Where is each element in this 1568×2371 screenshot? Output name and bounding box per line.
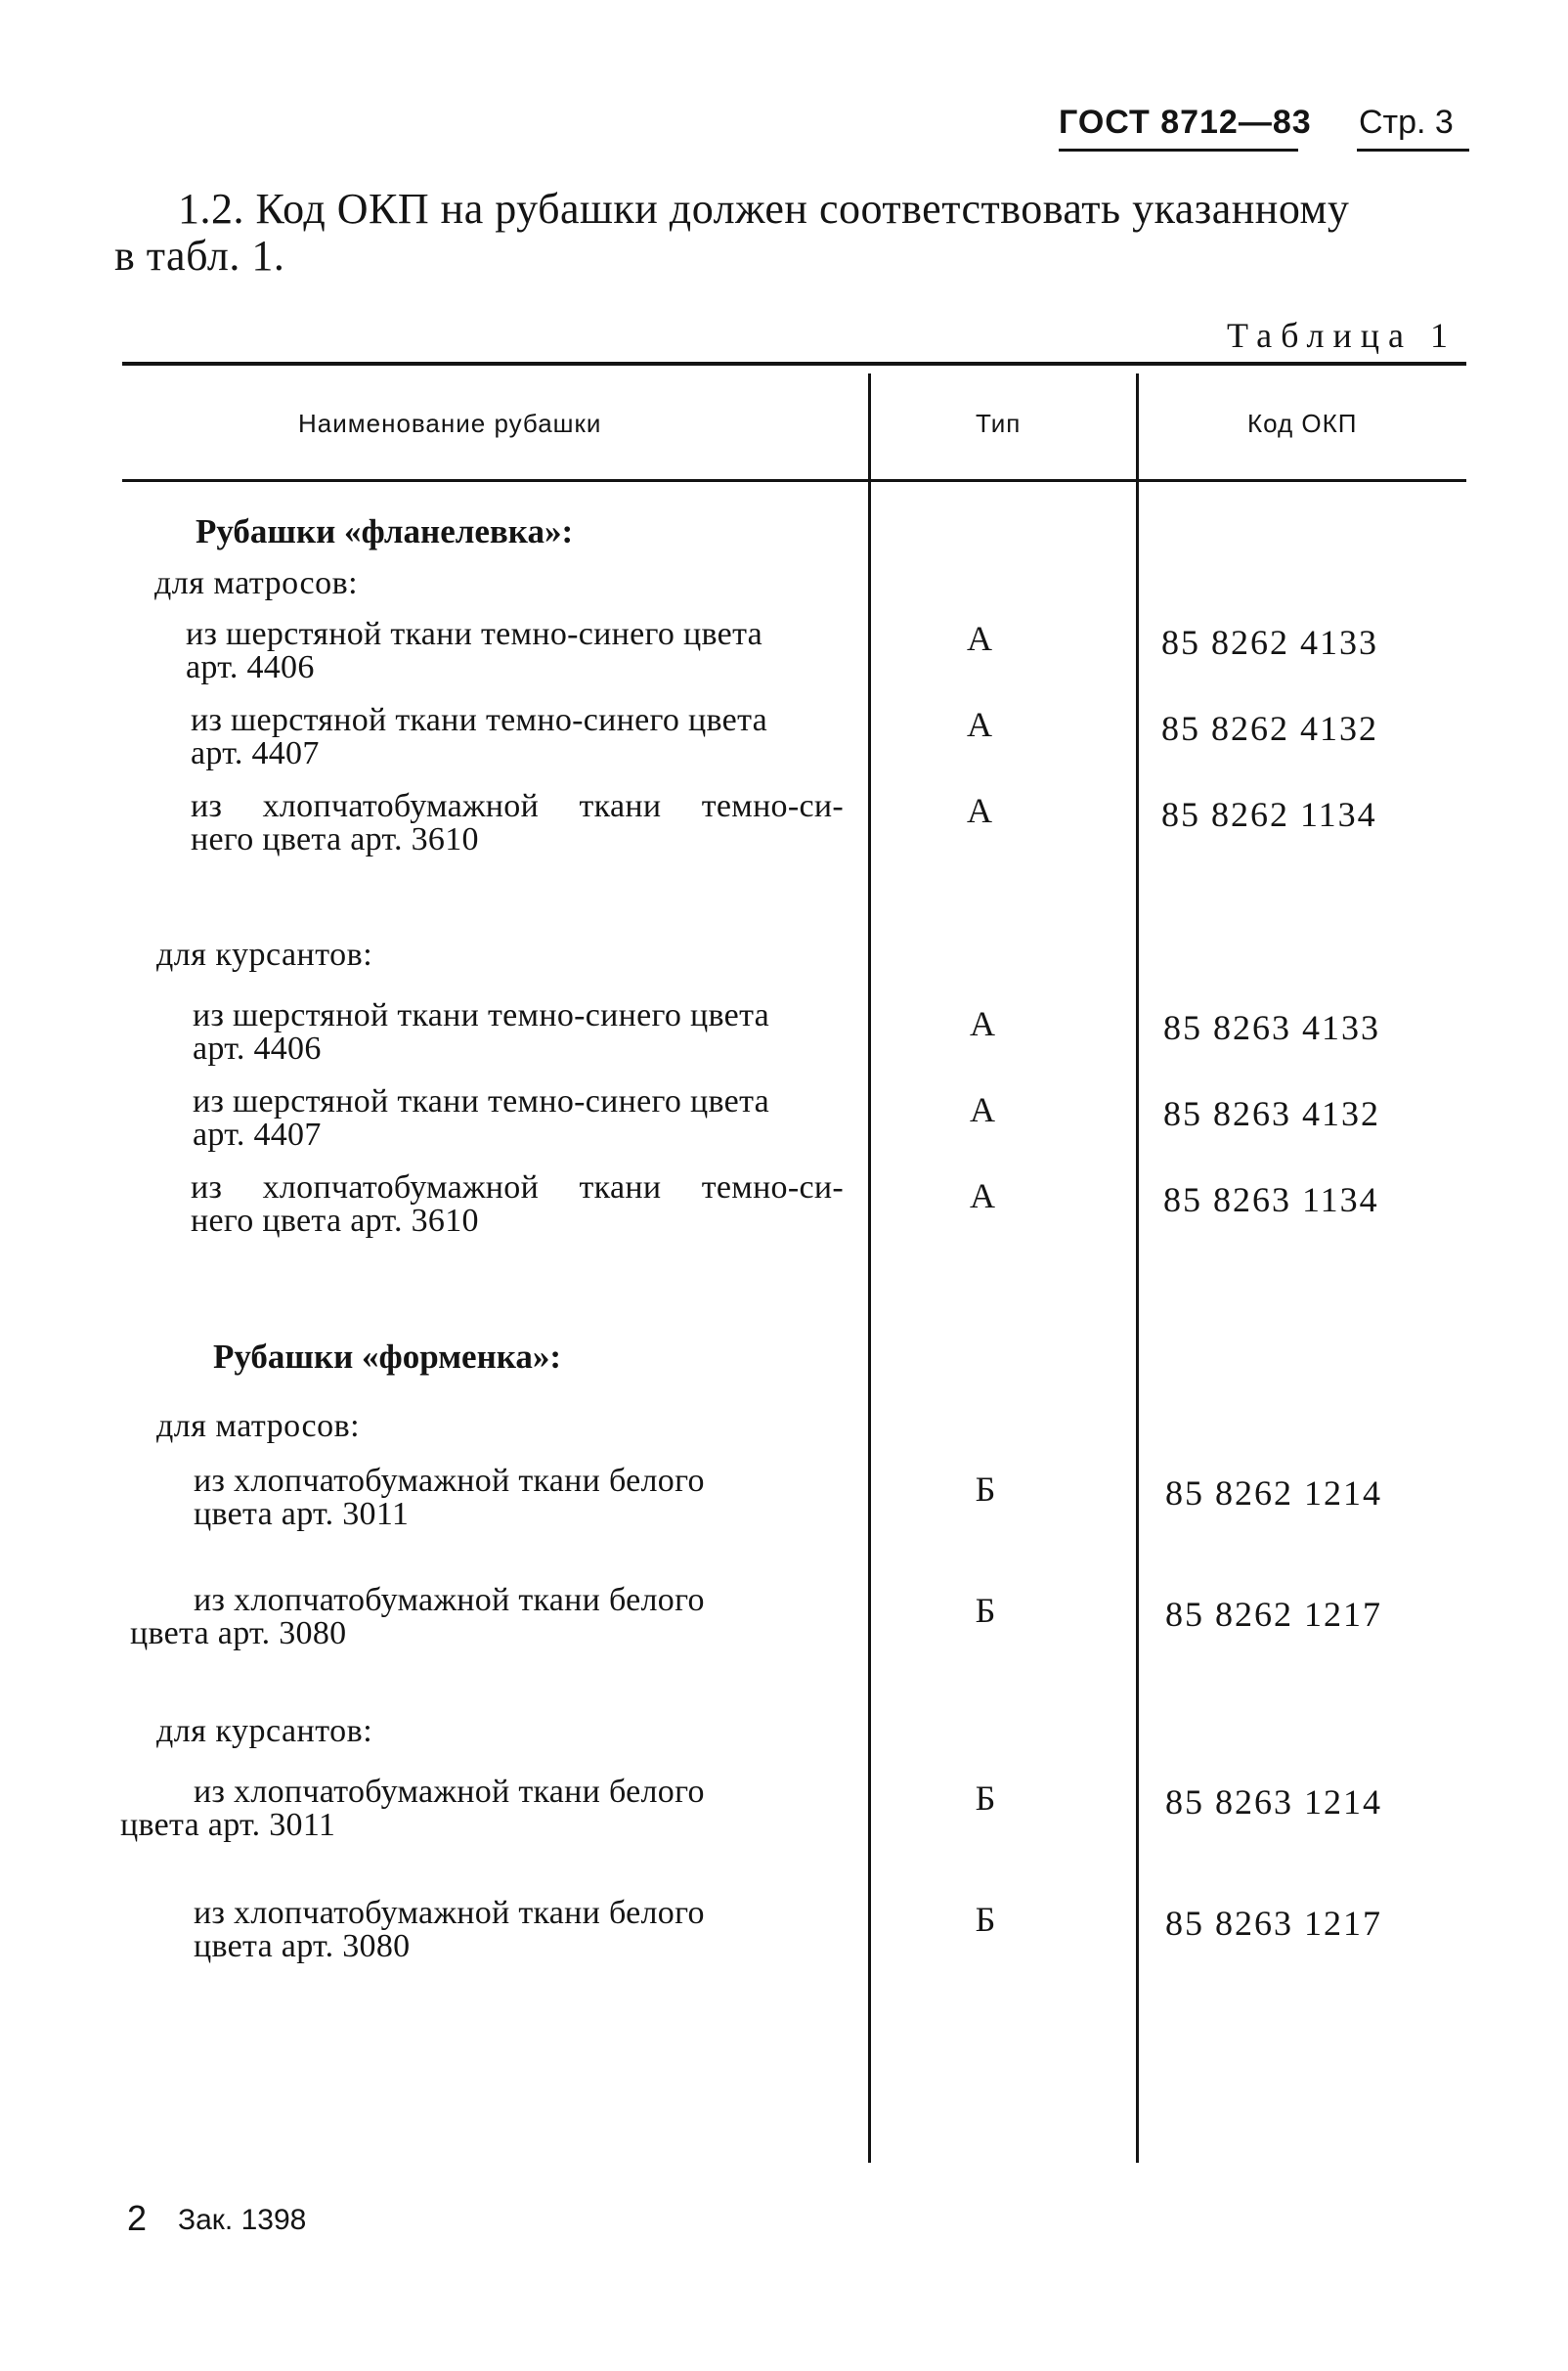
paragraph-line-2: в табл. 1. [114,232,285,280]
table-row-name: из шерстяной ткани темно-синего цвета арт. 4407 [193,1083,770,1153]
table-caption: Таблица 1 [1227,316,1457,355]
table-row-name: из шерстяной ткани темно-синего цвета арт. 4406 [186,616,763,685]
table-row-code: 85 8262 1134 [1161,795,1377,834]
table-row-name: из шерстяной ткани темно-синего цвета арт. 4407 [191,702,768,771]
table-row-code: 85 8263 4132 [1163,1094,1380,1133]
table-row-type: А [970,1090,995,1129]
header-underline-page [1357,149,1469,152]
group-label-sailors: для матросов: [154,565,359,601]
table-row-type: Б [975,1470,996,1509]
table-row-type: А [967,791,992,830]
table-row-type: Б [975,1591,996,1630]
table-row-name: из хлопчатобумажной ткани белого цвета арт. 3011 [120,1774,705,1843]
table-row-name: из хлопчатобумажной ткани белого цвета арт. 3011 [194,1463,705,1532]
table-row-type: Б [975,1900,996,1939]
table-row-code: 85 8262 4133 [1161,623,1378,662]
group-label-sailors: для матросов: [156,1408,361,1444]
table-row-name: из хлопчатобумажной ткани темно-си- него цвета арт. 3610 [191,1169,844,1239]
section-title-formenka: Рубашки «форменка»: [213,1338,562,1376]
table-row-name: из хлопчатобумажной ткани темно-си- него цвета арт. 3610 [191,788,844,857]
table-row-code: 85 8263 1217 [1165,1904,1382,1943]
group-label-cadets: для курсантов: [156,1713,373,1749]
column-header-name: Наименование рубашки [298,409,602,438]
table-row-code: 85 8263 1134 [1163,1180,1379,1219]
table-row-code: 85 8263 1214 [1165,1782,1382,1822]
table-top-rule [122,362,1466,366]
table-row-code: 85 8262 1214 [1165,1473,1382,1513]
paragraph-line-1: 1.2. Код ОКП на рубашки должен соответствовать указанному [178,185,1350,233]
table-row-type: Б [975,1778,996,1818]
table-row-name: из хлопчатобумажной ткани белого цвета арт. 3080 [194,1895,705,1964]
table-row-code: 85 8262 4132 [1161,709,1378,748]
table-row-code: 85 8263 4133 [1163,1008,1380,1047]
table-row-type: А [967,619,992,658]
page-label: Стр. 3 [1359,104,1454,141]
footer-page-number: 2 [127,2198,148,2238]
table-row-type: А [970,1176,995,1215]
column-header-code: Код ОКП [1247,409,1358,438]
group-label-cadets: для курсантов: [156,937,373,973]
table-header-rule [122,479,1466,482]
table-row-type: А [970,1004,995,1043]
header-underline [1059,149,1298,152]
section-title-flanelevka: Рубашки «фланелевка»: [196,512,574,550]
table-row-code: 85 8262 1217 [1165,1595,1382,1634]
table-row-type: А [967,705,992,744]
footer-order: Зак. 1398 [178,2204,307,2236]
standard-number: ГОСТ 8712—83 [1059,104,1312,141]
table-row-name: из шерстяной ткани темно-синего цвета арт. 4406 [193,997,770,1067]
column-divider-2 [1136,373,1139,2163]
column-header-type: Тип [976,409,1022,438]
table-row-name: из хлопчатобумажной ткани белого цвета арт. 3080 [130,1582,705,1651]
